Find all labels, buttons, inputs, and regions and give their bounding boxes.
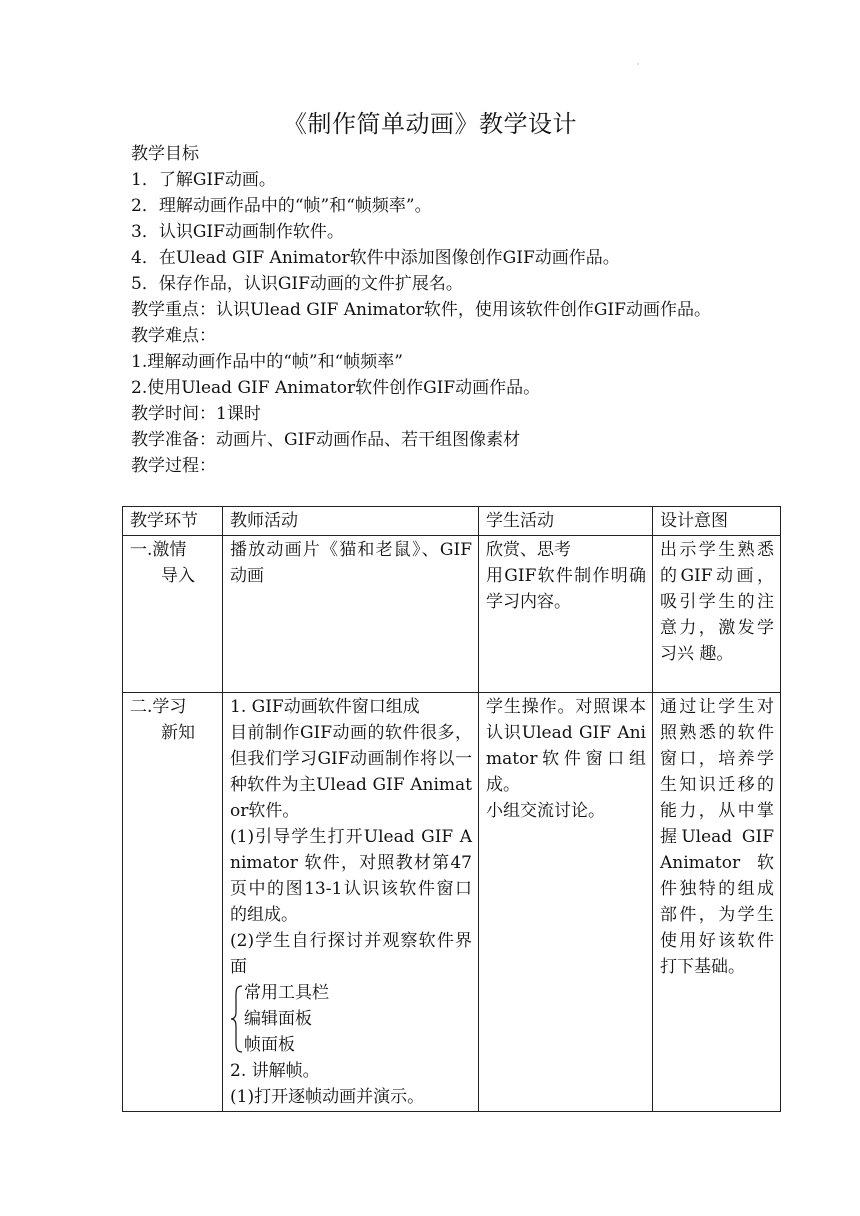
stage-label-2: 导入 <box>161 566 195 586</box>
teaching-time: 教学时间：1课时 <box>131 404 261 424</box>
interface-part: 常用工具栏 <box>244 983 329 1003</box>
student-activity-text: 小组交流讨论。 <box>486 801 605 821</box>
difficulty-1: 1.理解动画作品中的“帧”和“帧频率” <box>131 352 403 372</box>
teacher-activity-cell <box>223 536 479 693</box>
teacher-activity-text: (1)打开逐帧动画并演示。 <box>230 1087 425 1107</box>
interface-parts-list <box>230 980 472 1058</box>
page-dot: · <box>637 60 640 69</box>
teacher-activity-text: 播放动画片《猫和老鼠》、GIF动画 <box>230 540 472 586</box>
header-student: 学生活动 <box>479 507 653 536</box>
process-table <box>122 506 781 1112</box>
student-activity-text: 欣赏、思考 <box>486 540 571 560</box>
teacher-activity-text: 目前制作GIF动画的软件很多，但我们学习GIF动画制作将以一种软件为主Ulead GIF Animator软件。 <box>230 723 472 821</box>
objective-1: 1．了解GIF动画。 <box>131 170 276 190</box>
objective-5: 5．保存作品，认识GIF动画的文件扩展名。 <box>131 274 463 294</box>
stage-label-2: 新知 <box>161 723 195 743</box>
table-row <box>123 693 781 1112</box>
stage-label: 一.激情 <box>130 540 187 560</box>
student-activity-text: 学生操作。对照课本认识Ulead GIF Animator软件窗口组成。 <box>486 697 646 795</box>
stage-cell <box>123 536 223 693</box>
teacher-activity-text: 1. GIF动画软件窗口组成 <box>230 697 420 717</box>
stage-cell <box>123 693 223 1112</box>
teacher-activity-text: (2)学生自行探讨并观察软件界面 <box>230 931 472 977</box>
objective-3: 3．认识GIF动画制作软件。 <box>131 222 344 242</box>
document-title: 《制作简单动画》教学设计 <box>283 110 577 138</box>
teaching-preparation: 教学准备：动画片、GIF动画作品、若干组图像素材 <box>131 430 521 450</box>
teacher-activity-cell <box>223 693 479 1112</box>
stage-label: 二.学习 <box>130 697 187 717</box>
objectives-heading: 教学目标 <box>131 144 199 164</box>
teacher-activity-text: 2. 讲解帧。 <box>230 1061 320 1081</box>
student-activity-text: 用GIF软件制作明确学习内容。 <box>486 566 646 612</box>
header-stage: 教学环节 <box>123 507 223 536</box>
design-intent-cell: 通过让学生对照熟悉的软件窗口，培养学生知识迁移的能力，从中掌握Ulead GIF Animator软件独特的组成部件，为学生使用好该软件打下基础。 <box>653 693 781 1112</box>
interface-part: 编辑面板 <box>244 1009 312 1029</box>
difficulties-heading: 教学难点： <box>131 326 216 346</box>
intro-sections <box>131 141 751 479</box>
interface-part: 帧面板 <box>244 1035 295 1055</box>
table-row <box>123 536 781 693</box>
table-header-row <box>123 507 781 536</box>
key-points: 教学重点：认识Ulead GIF Animator软件，使用该软件创作GIF动画作品。 <box>131 300 711 320</box>
process-heading: 教学过程： <box>131 456 216 476</box>
left-brace-icon <box>230 984 244 1054</box>
objective-2: 2．理解动画作品中的“帧”和“帧频率”。 <box>131 196 432 216</box>
student-activity-cell <box>479 536 653 693</box>
student-activity-cell <box>479 693 653 1112</box>
header-intent: 设计意图 <box>653 507 781 536</box>
objective-4: 4．在Ulead GIF Animator软件中添加图像创作GIF动画作品。 <box>131 248 620 268</box>
teacher-activity-text: (1)引导学生打开Ulead GIF Animator 软件，对照教材第47页中的图13-1认识该软件窗口的组成。 <box>230 827 472 925</box>
difficulty-2: 2.使用Ulead GIF Animator软件创作GIF动画作品。 <box>131 378 541 398</box>
header-teacher: 教师活动 <box>223 507 479 536</box>
design-intent-cell: 出示学生熟悉的GIF动画，吸引学生的注意力，激发学习兴 趣。 <box>653 536 781 693</box>
